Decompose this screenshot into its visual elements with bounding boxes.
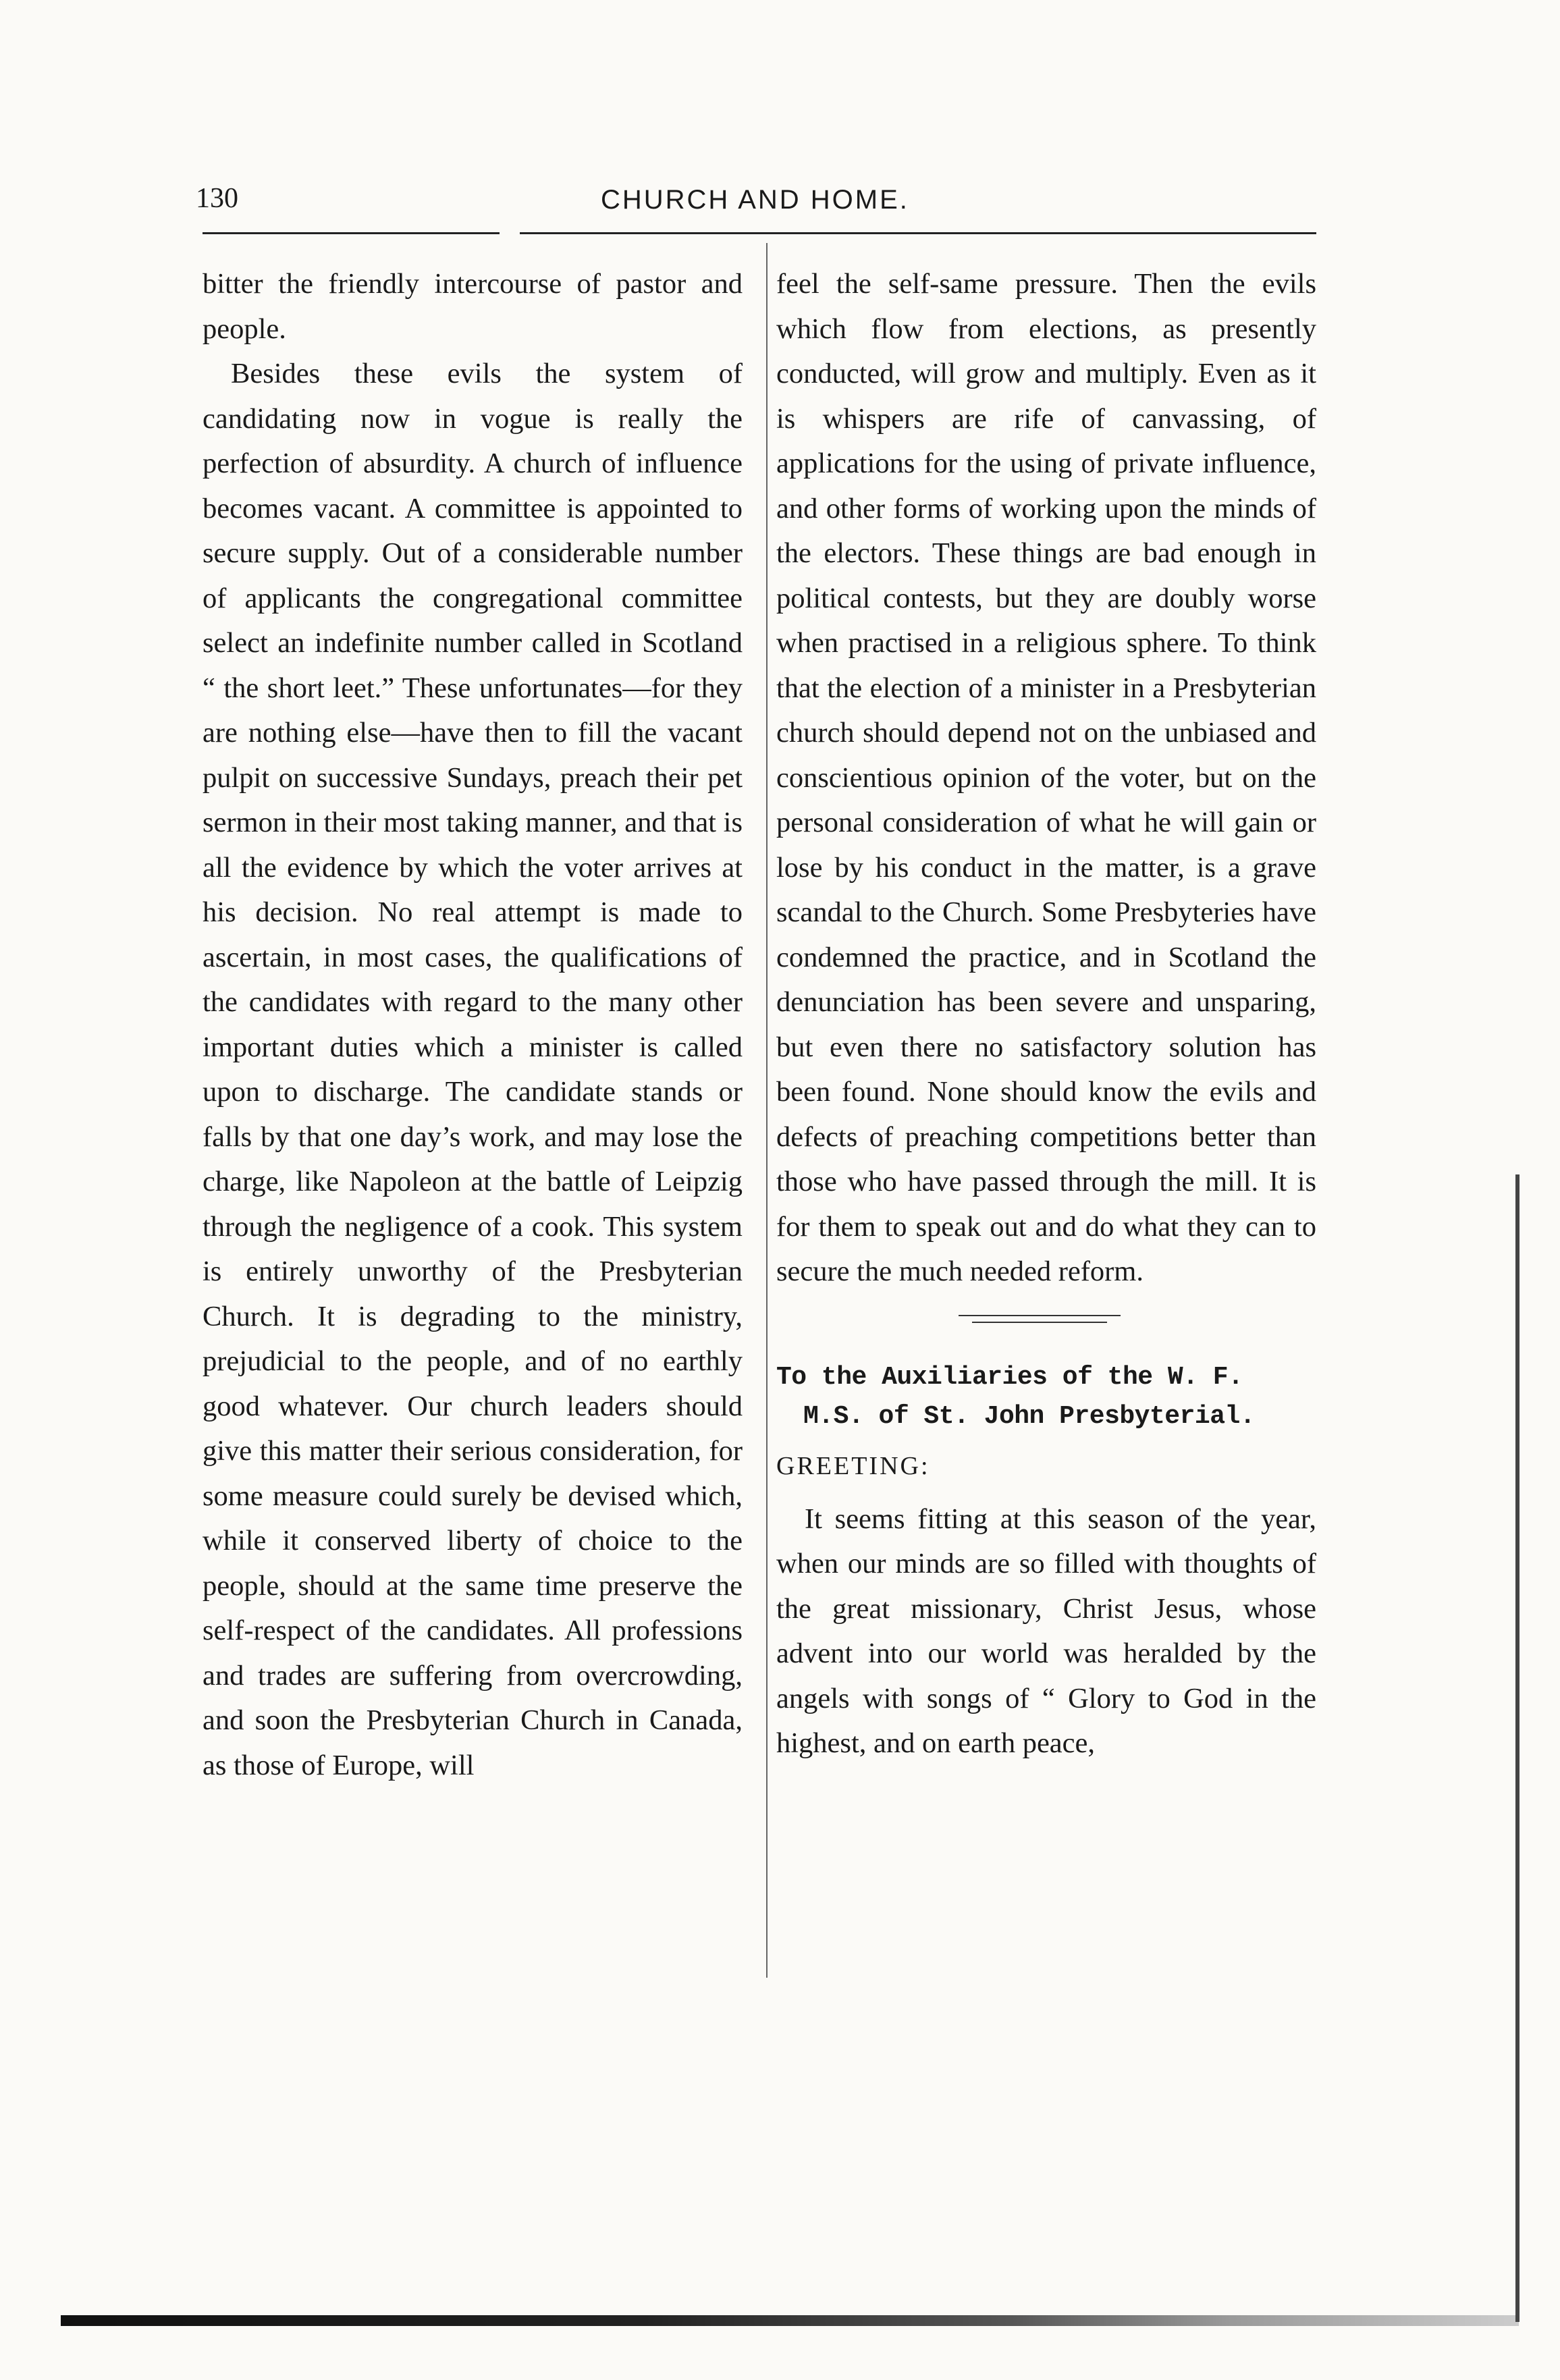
header-rule-left xyxy=(203,232,500,234)
right-column-text xyxy=(776,262,1316,1295)
running-title: CHURCH AND HOME. xyxy=(601,185,909,215)
left-column-text xyxy=(203,262,743,1788)
scan-edge-right xyxy=(1515,1174,1519,2322)
ornament-rule xyxy=(959,1315,1121,1316)
paragraph: feel the self-same pressure. Then the evils which flow from elections, as presently conducted, will grow and multiply. Even as it is whispers are rife of canvassing, of applications for the using of private influence, and other forms of working upon the minds of the electors. These things are bad enough in political contests, but they are doubly worse when practised in a religious sphere. To think that the election of a minister in a Presbyterian church should depend not on the unbiased and conscientious opinion of the voter, but on the personal consideration of what he will gain or lose by his conduct in the matter, is a grave scandal to the Church. Some Presbyteries have condemned the practice, and in Scotland the denunciation has been severe and unsparing, but even there no satisfactory solution has been found. None should know the evils and defects of preaching competitions better than those who have passed through the mill. It is for them to speak out and do what they can to secure the much needed reform. xyxy=(776,268,1316,1287)
right-column xyxy=(776,262,1316,1766)
paragraph: bitter the friendly intercourse of pastor and people. xyxy=(203,268,743,345)
column-divider xyxy=(766,243,768,1978)
page-number: 130 xyxy=(196,183,238,214)
section-heading xyxy=(776,1358,1316,1436)
section-heading-line: To the Auxiliaries of the W. F. xyxy=(776,1362,1243,1392)
paragraph: Besides these evils the system of candidating now in vogue is really the perfection of absurdity. A church of influence becomes vacant. A committee is appointed to secure supply. Out of a considerable number of applicants the congregational committee select an indefinite number called in Scotland “ the short leet.” These unfortunates—for they are nothing else—have then to fill the vacant pulpit on successive Sundays, preach their pet sermon in their most taking manner, and that is all the evidence by which the voter arrives at his decision. No real attempt is made to ascertain, in most cases, the qualifications of the candidates with regard to the many other important duties which a minister is called upon to discharge. The candidate stands or falls by that one day’s work, and may lose the charge, like Napoleon at the battle of Leipzig through the negligence of a cook. This system is entirely unworthy of the Presbyterian Church. It is degrading to the ministry, prejudicial to the people, and of no earthly good whatever. Our church leaders should give this matter their serious consideration, for some measure could surely be devised which, while it conserved liberty of choice to the people, should at the same time preserve the self-respect of the candidates. All professions and trades are suffering from overcrowding, and soon the Presbyterian Church in Canada, as those of Europe, will xyxy=(203,358,743,1781)
scan-edge-bottom xyxy=(61,2315,1519,2326)
section-body xyxy=(776,1497,1316,1766)
page-header xyxy=(196,182,1316,223)
paragraph: It seems fitting at this season of the year, when our minds are so filled with thoughts of the great missionary, Christ Jesus, whose advent into our world was heralded by the angels with songs of “ Glory to God in the highest, and on earth peace, xyxy=(776,1503,1316,1759)
section-heading-line: M.S. of St. John Presbyterial. xyxy=(803,1401,1256,1431)
section-ornament xyxy=(959,1315,1121,1323)
header-rule-right xyxy=(520,232,1316,234)
left-column xyxy=(203,262,743,1788)
ornament-rule xyxy=(972,1322,1107,1323)
salutation: GREETING: xyxy=(776,1451,930,1480)
